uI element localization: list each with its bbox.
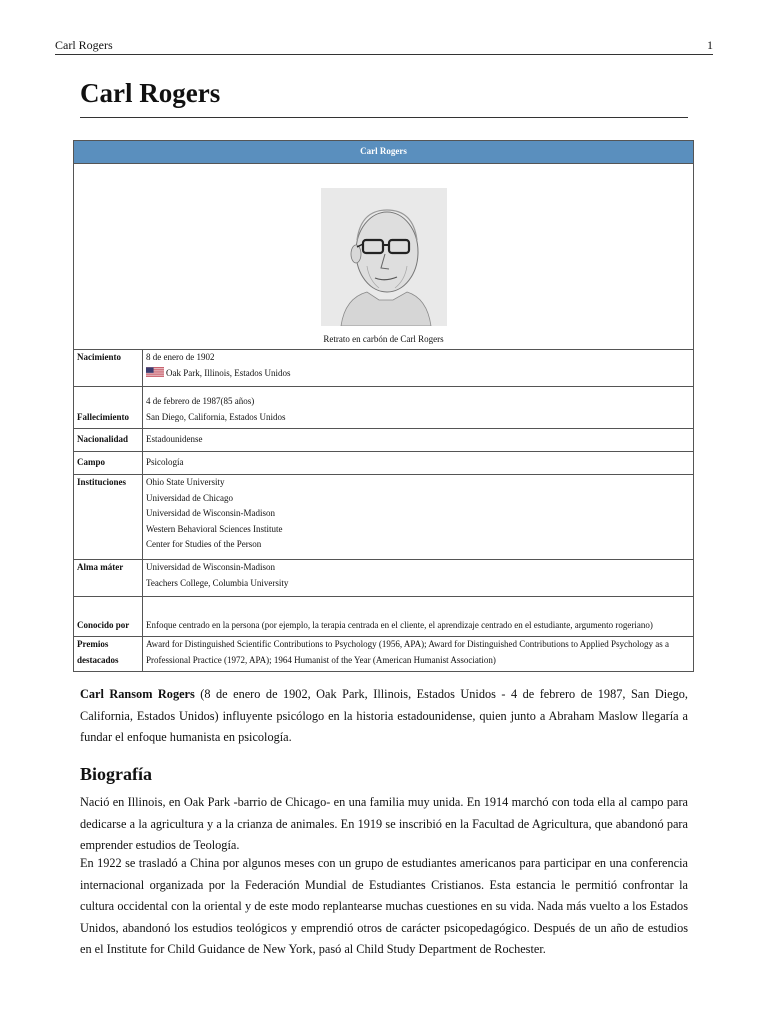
page-title: Carl Rogers [80, 76, 688, 118]
biografia-paragraph-2: En 1922 se trasladó a China por algunos meses con un grupo de estudiantes americanos para participar en una conferencia internacional organizada por la Federación Mundial de Estudiantes Cristianos. Esta estancia le permitió confrontar la cultura occidental con la oriental y de este modo replantearse muchas cuestiones en su vida. Nada más vuelto a los Estados Unidos, abandonó los estudios teológicos y emprendió otros de carácter psicopedagógico. Después de un año de estudios en el Institute for Child Guidance de New York, pasó al Child Study Department de Rochester. [80, 856, 688, 956]
label-instituciones: Instituciones [74, 475, 143, 560]
portrait-caption: Retrato en carbón de Carl Rogers [323, 333, 444, 344]
infobox-row-campo [74, 452, 694, 475]
infobox-header: Carl Rogers [74, 141, 694, 164]
label-campo: Campo [74, 452, 143, 475]
value-instituciones [143, 475, 694, 560]
portrait-image [321, 188, 447, 326]
birth-date: 8 de enero de 1902 [146, 352, 215, 362]
birth-place-line [146, 366, 690, 382]
infobox-row-premios [74, 637, 694, 672]
institution-item: Universidad de Wisconsin-Madison [146, 508, 275, 518]
infobox-row-fallecimiento [74, 387, 694, 429]
label-nacionalidad: Nacionalidad [74, 429, 143, 452]
value-fallecimiento [143, 387, 694, 429]
label-premios: Premios destacados [74, 637, 143, 672]
alma-mater-item: Teachers College, Columbia University [146, 577, 289, 588]
value-nacimiento [143, 350, 694, 387]
us-flag-icon [146, 367, 164, 378]
infobox-row-alma-mater [74, 560, 694, 597]
running-head [55, 38, 713, 55]
infobox-row-nacimiento [74, 350, 694, 387]
infobox-row-nacionalidad [74, 429, 694, 452]
biografia-paragraph-1: Nació en Illinois, en Oak Park -barrio de Chicago- en una familia muy unida. En 1914 marchó con toda ella al campo para dedicarse a la agricultura y a la crianza de animales. En 1919 se inscribió en la Facultad de Agricultura, que abandonó para emprender estudios de Teología. [80, 795, 688, 852]
death-place: San Diego, California, Estados Unidos [146, 411, 286, 422]
birth-place: Oak Park, Illinois, Estados Unidos [166, 367, 291, 378]
label-conocido-por: Conocido por [74, 597, 143, 637]
label-nacimiento: Nacimiento [74, 350, 143, 387]
value-conocido-por: Enfoque centrado en la persona (por ejemplo, la terapia centrada en el cliente, el aprendizaje centrado en el estudiante, argumento rogeriano) [143, 597, 694, 637]
institution-item: Ohio State University [146, 477, 225, 487]
alma-mater-item: Universidad de Wisconsin-Madison [146, 562, 275, 572]
intro-bold-name: Carl Ransom Rogers [80, 687, 195, 701]
institution-item: Western Behavioral Sciences Institute [146, 523, 283, 534]
section-heading-biografia: Biografía [80, 764, 152, 784]
infobox-image-cell [74, 164, 694, 350]
running-head-title: Carl Rogers [55, 38, 113, 52]
value-alma-mater [143, 560, 694, 597]
value-nacionalidad: Estadounidense [143, 429, 694, 452]
infobox-row-instituciones [74, 475, 694, 560]
institution-item: Universidad de Chicago [146, 492, 233, 503]
infobox [73, 140, 694, 672]
label-alma-mater: Alma máter [74, 560, 143, 597]
institution-item: Center for Studies of the Person [146, 539, 262, 549]
intro-paragraph [80, 684, 688, 749]
infobox-row-conocido-por [74, 597, 694, 637]
value-campo: Psicología [143, 452, 694, 475]
value-premios: Award for Distinguished Scientific Contributions to Psychology (1956, APA); Award for Distinguished Contributions to Applied Psychology as a Professional Practice (1972, APA); 1964 Humanist of the Year (American Humanist Association) [143, 637, 694, 672]
page-number: 1 [707, 38, 713, 52]
death-date: 4 de febrero de 1987(85 años) [146, 396, 255, 406]
label-fallecimiento: Fallecimiento [74, 387, 143, 429]
intro-text: (8 de enero de 1902, Oak Park, Illinois, Estados Unidos - 4 de febrero de 1987, San Diego, California, Estados Unidos) influyente psicólogo en la historia estadounidense, quien junto a Abraham Maslow llegaría a fundar el enfoque humanista en psicología. [80, 687, 688, 744]
